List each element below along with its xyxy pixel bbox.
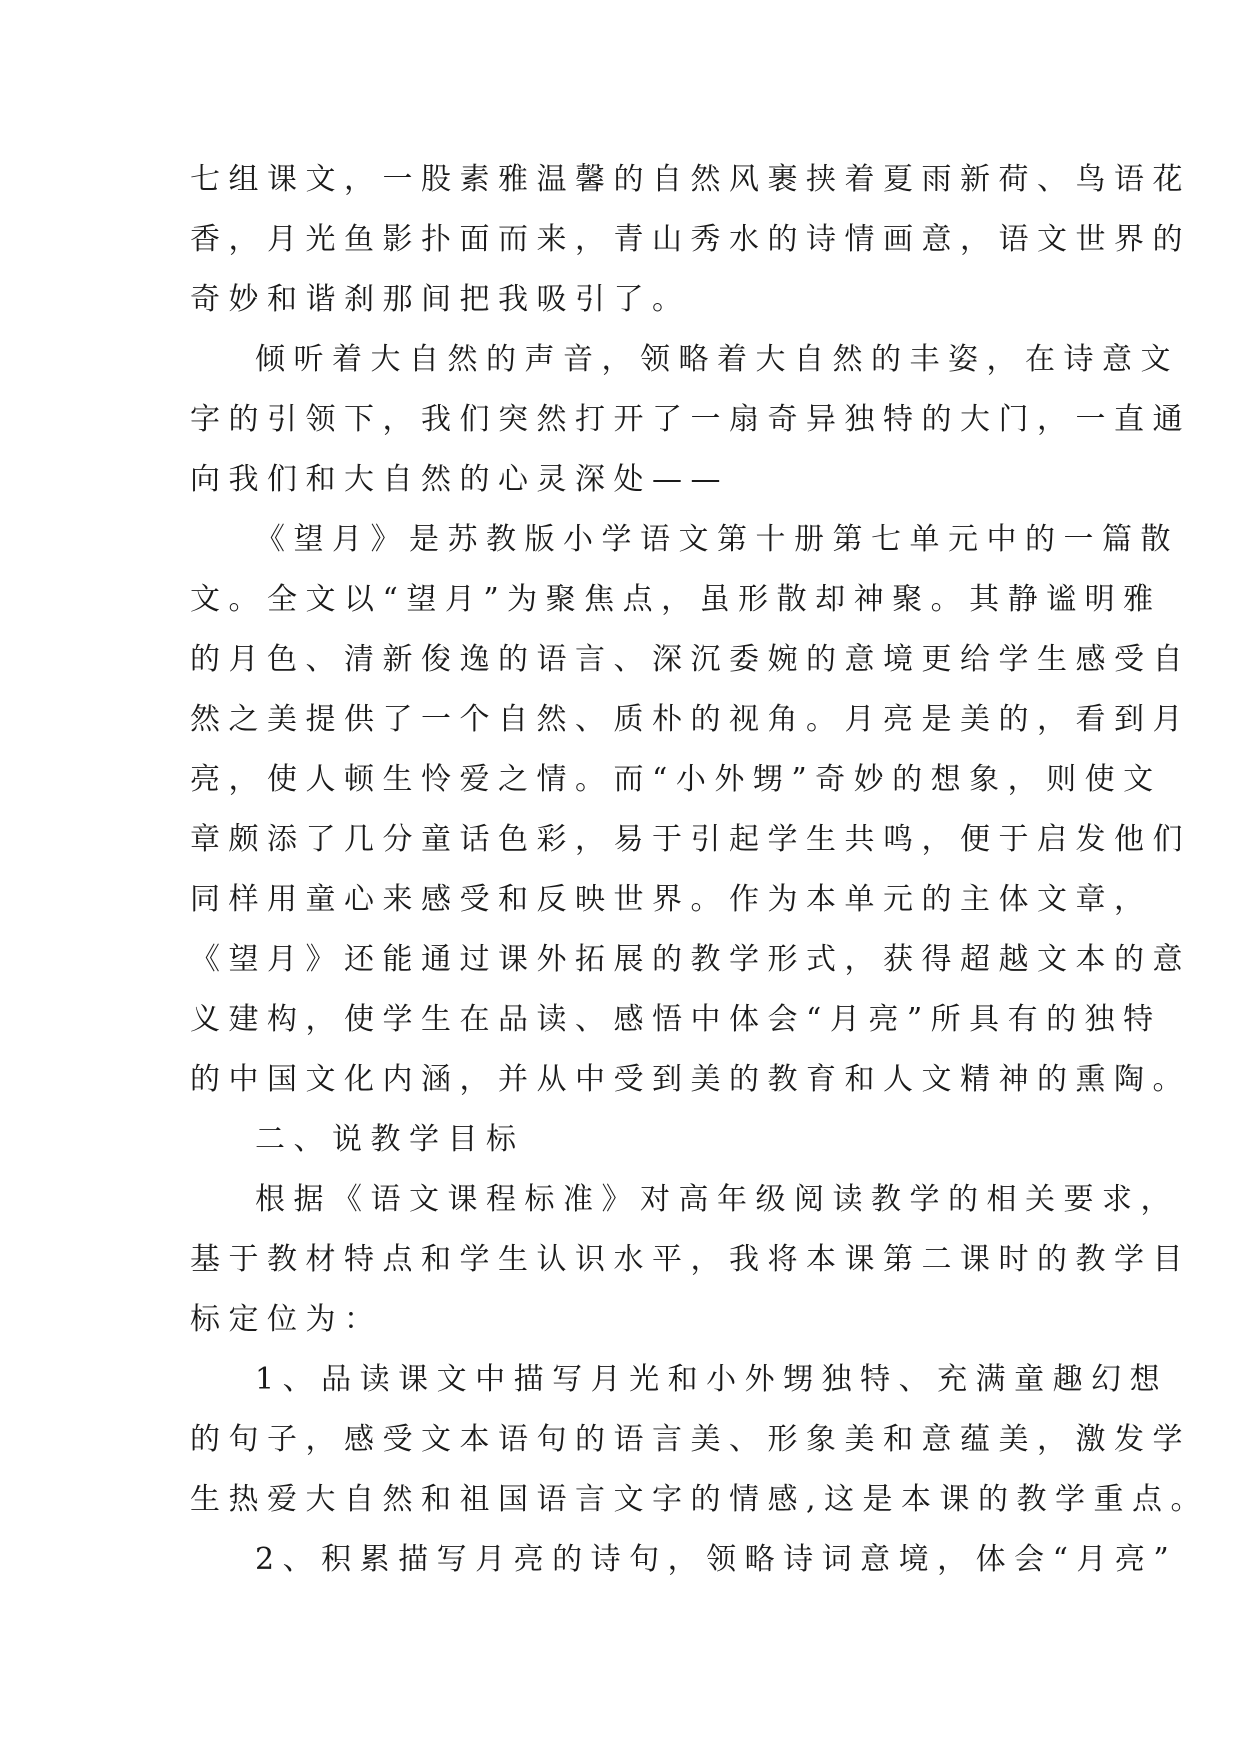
text-line: 七组课文，一股素雅温馨的自然风裹挟着夏雨新荷、鸟语花 (190, 162, 1191, 197)
text-line: 奇妙和谐刹那间把我吸引了。 (190, 282, 691, 317)
text-line: 章颇添了几分童话色彩，易于引起学生共鸣，便于启发他们 (190, 822, 1191, 857)
text-line: 生热爱大自然和祖国语言文字的情感,这是本课的教学重点。 (190, 1482, 1210, 1517)
paragraph-first-line: 倾听着大自然的声音，领略着大自然的丰姿，在诗意文 (255, 342, 1179, 377)
text-line: 的月色、清新俊逸的语言、深沉委婉的意境更给学生感受自 (190, 642, 1191, 677)
list-item-first-line: 2、积累描写月亮的诗句，领略诗词意境，体会“月亮” (255, 1542, 1178, 1577)
text-line: 向我们和大自然的心灵深处—— (190, 462, 729, 497)
text-line: 字的引领下，我们突然打开了一扇奇异独特的大门，一直通 (190, 402, 1191, 437)
text-line: 标定位为： (190, 1302, 383, 1337)
text-line: 然之美提供了一个自然、质朴的视角。月亮是美的，看到月 (190, 702, 1191, 737)
text-line: 义建构，使学生在品读、感悟中体会“月亮”所具有的独特 (190, 1002, 1162, 1037)
text-line: 香，月光鱼影扑面而来，青山秀水的诗情画意，语文世界的 (190, 222, 1191, 257)
text-line: 的句子，感受文本语句的语言美、形象美和意蕴美，激发学 (190, 1422, 1191, 1457)
paragraph-first-line: 《望月》是苏教版小学语文第十册第七单元中的一篇散 (255, 522, 1179, 557)
text-line: 《望月》还能通过课外拓展的教学形式，获得超越文本的意 (190, 942, 1191, 977)
text-line: 基于教材特点和学生认识水平，我将本课第二课时的教学目 (190, 1242, 1191, 1277)
list-item-first-line: 1、品读课文中描写月光和小外甥独特、充满童趣幻想 (255, 1362, 1169, 1397)
text-line: 同样用童心来感受和反映世界。作为本单元的主体文章， (190, 882, 1153, 917)
text-line: 亮，使人顿生怜爱之情。而“小外甥”奇妙的想象，则使文 (190, 762, 1162, 797)
section-heading: 二、说教学目标 (255, 1122, 525, 1157)
text-line: 的中国文化内涵，并从中受到美的教育和人文精神的熏陶。 (190, 1062, 1191, 1097)
paragraph-first-line: 根据《语文课程标准》对高年级阅读教学的相关要求， (255, 1182, 1179, 1217)
text-line: 文。全文以“望月”为聚焦点，虽形散却神聚。其静谧明雅 (190, 582, 1162, 617)
